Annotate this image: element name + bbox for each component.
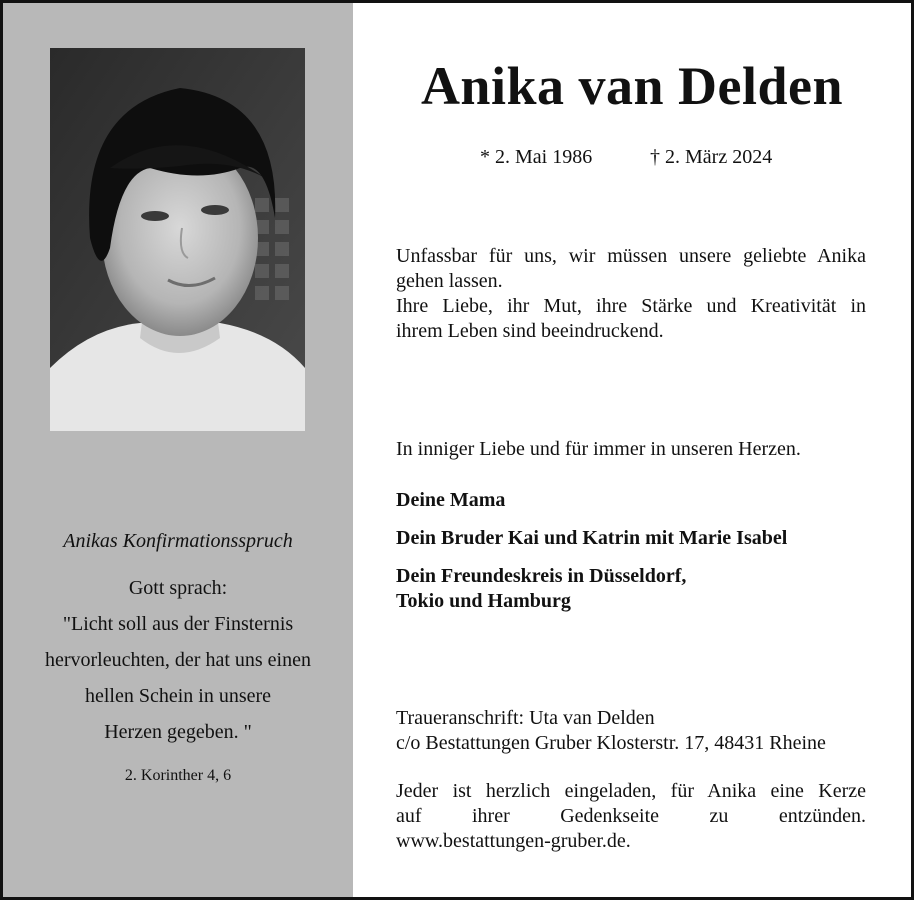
left-panel: [3, 3, 353, 897]
friends-line: Dein Freundeskreis in Düsseldorf,: [396, 565, 687, 587]
verse-line: hervorleuchten, der hat uns einen: [44, 649, 311, 671]
family-mama: Deine Mama: [396, 489, 506, 511]
message-line: gehen lassen.: [396, 270, 503, 292]
address-line: Traueranschrift: Uta van Delden: [396, 707, 655, 729]
verse-line: hellen Schein in unsere: [84, 685, 272, 707]
invite-line: auf ihrer Gedenkseite zu entzünden.: [396, 805, 866, 827]
verse-heading: Anikas Konfirmationsspruch: [63, 530, 293, 552]
verse-reference: 2. Korinther 4, 6: [124, 767, 232, 784]
love-line: In inniger Liebe und für immer in unseren Herzen.: [396, 438, 801, 460]
address-line: c/o Bestattungen Gruber Klosterstr. 17, 48431 Rheine: [396, 732, 826, 754]
deceased-name: Anika van Delden: [420, 56, 844, 116]
mourning-address: [396, 706, 866, 756]
death-date: † 2. März 2024: [650, 146, 773, 168]
friends-line: Tokio und Hamburg: [396, 590, 571, 612]
portrait-photo: [50, 48, 305, 431]
message-line: ihrem Leben sind beeindruckend.: [396, 320, 664, 342]
verse-line: "Licht soll aus der Finsternis: [62, 613, 294, 635]
right-panel: [353, 3, 911, 897]
family-brother: Dein Bruder Kai und Katrin mit Marie Isabel: [396, 527, 788, 549]
family-friends: [396, 564, 866, 614]
website-link[interactable]: www.bestattungen-gruber.de.: [396, 830, 631, 852]
message-line: Unfassbar für uns, wir müssen unsere geliebte Anika: [396, 245, 866, 267]
invite-line: Jeder ist herzlich eingeladen, für Anika eine Kerze: [396, 780, 866, 802]
verse-line: Gott sprach:: [128, 577, 228, 599]
birth-date: * 2. Mai 1986: [480, 146, 593, 168]
message-line: Ihre Liebe, ihr Mut, ihre Stärke und Kreativität in: [396, 295, 866, 317]
bible-verse: [3, 570, 353, 750]
candle-invitation: [396, 779, 866, 854]
verse-line: Herzen gegeben. ": [104, 721, 252, 743]
message-paragraph: [396, 244, 866, 344]
